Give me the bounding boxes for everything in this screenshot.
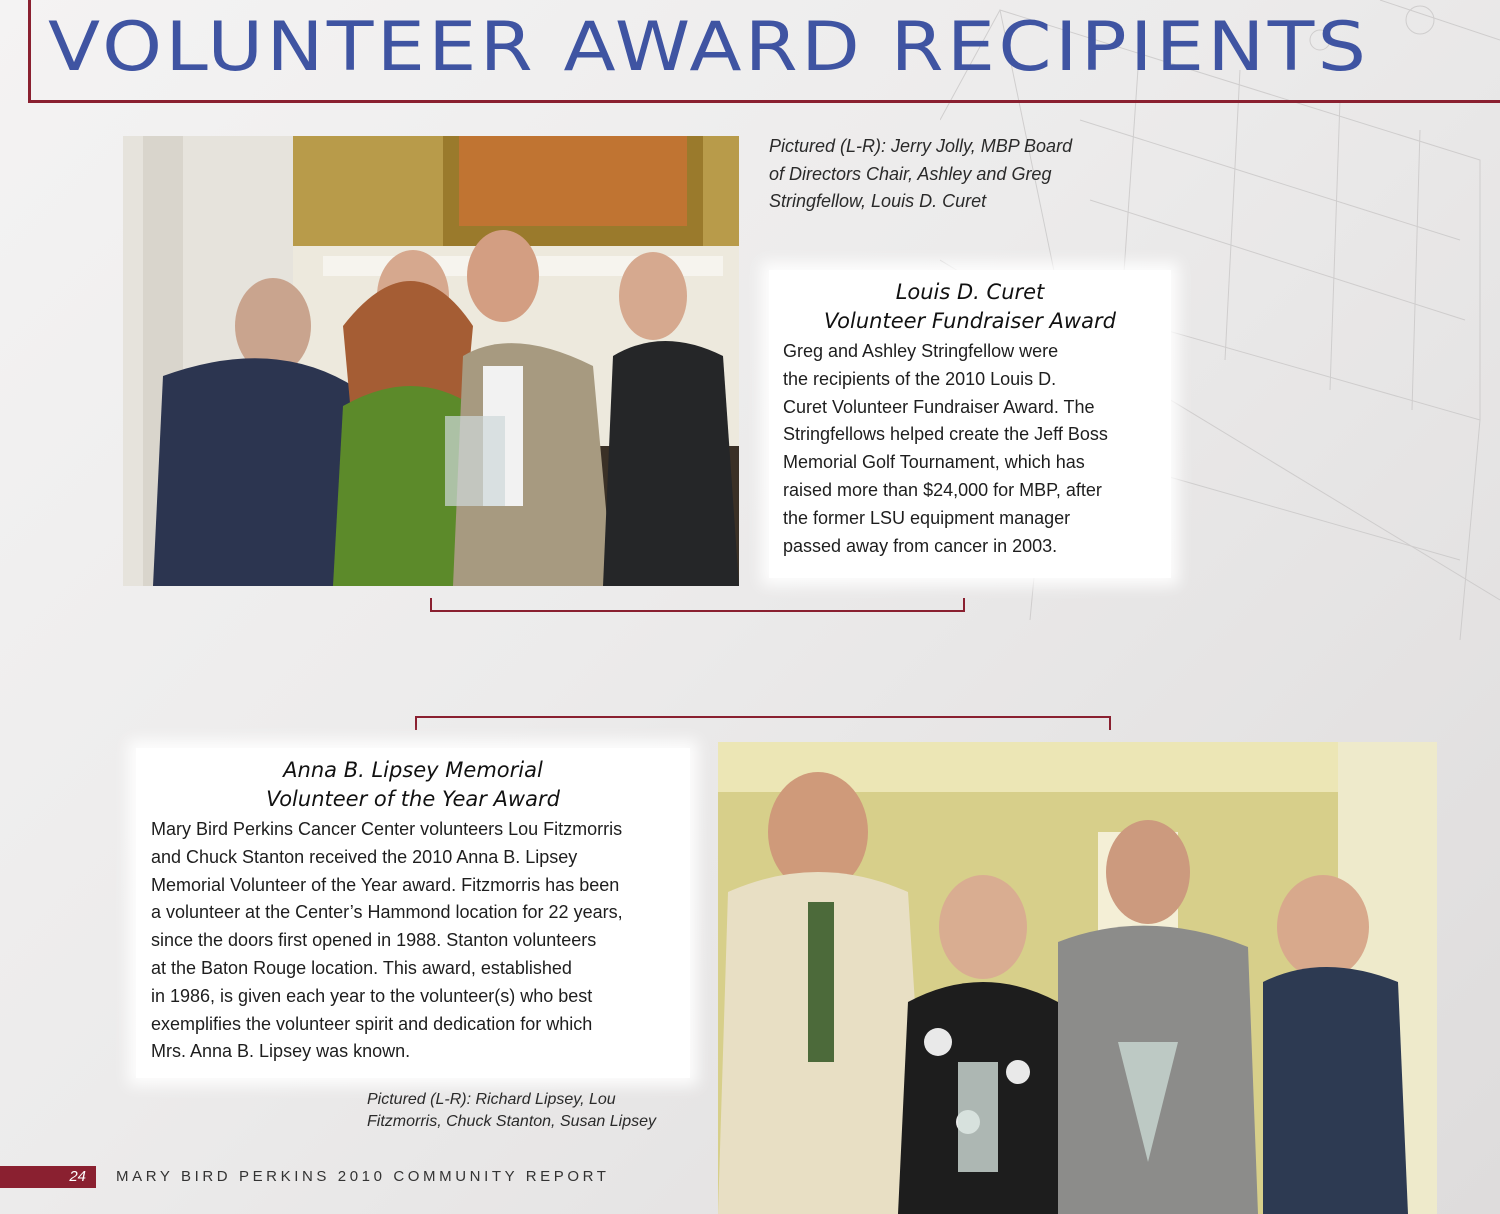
award-body-line: raised more than $24,000 for MBP, after (783, 479, 1102, 500)
bottom-photo-caption (367, 1089, 656, 1133)
award-body-line: Mary Bird Perkins Cancer Center volunteers Lou Fitzmorris (151, 819, 623, 839)
award-body-line: Memorial Volunteer of the Year award. Fitzmorris has been (151, 874, 620, 895)
award-body-line: Greg and Ashley Stringfellow were (783, 341, 1059, 361)
award-body-line: the recipients of the 2010 Louis D. (783, 368, 1057, 389)
award-title-line: Volunteer Fundraiser Award (824, 309, 1116, 333)
top-award-photo (123, 136, 739, 586)
top-bracket-divider (430, 598, 965, 612)
caption-line: Stringfellow, Louis D. Curet (769, 191, 987, 211)
award-body-line: a volunteer at the Center’s Hammond location for 22 years, (151, 902, 623, 923)
award-body-line: passed away from cancer in 2003. (783, 535, 1058, 556)
volunteer-of-year-award-body (151, 816, 690, 1066)
fundraiser-award-box (769, 270, 1171, 578)
page-title: VOLUNTEER AWARD RECIPIENTS (48, 8, 1370, 87)
award-title-line: Volunteer of the Year Award (266, 787, 560, 811)
award-body-line: in 1986, is given each year to the volunteer(s) who best (151, 985, 593, 1006)
page-number-tab: 24 (0, 1166, 96, 1188)
award-body-line: Memorial Golf Tournament, which has (783, 452, 1085, 473)
award-body-line: at the Baton Rouge location. This award, established (151, 957, 572, 978)
award-title-line: Louis D. Curet (895, 280, 1045, 304)
title-rule-horizontal (28, 100, 1500, 103)
award-body-line: exemplifies the volunteer spirit and dedication for which (151, 1013, 593, 1034)
award-title-line: Anna B. Lipsey Memorial (283, 758, 543, 782)
award-body-line: the former LSU equipment manager (783, 507, 1071, 528)
volunteer-of-year-award-box (136, 748, 690, 1078)
award-body-line: Curet Volunteer Fundraiser Award. The (783, 396, 1095, 417)
caption-line: Fitzmorris, Chuck Stanton, Susan Lipsey (367, 1113, 657, 1130)
fundraiser-award-body (783, 338, 1171, 560)
caption-line: of Directors Chair, Ashley and Greg (769, 163, 1052, 184)
award-body-line: and Chuck Stanton received the 2010 Anna B. Lipsey (151, 846, 578, 867)
title-rule-vertical (28, 0, 31, 103)
award-body-line: since the doors first opened in 1988. Stanton volunteers (151, 930, 597, 951)
bottom-award-photo (718, 742, 1437, 1214)
report-title-footer: MARY BIRD PERKINS 2010 COMMUNITY REPORT (116, 1168, 610, 1185)
award-body-line: Stringfellows helped create the Jeff Boss (783, 424, 1108, 445)
award-body-line: Mrs. Anna B. Lipsey was known. (151, 1041, 411, 1062)
volunteer-of-year-award-title (151, 756, 690, 814)
top-photo-caption (769, 133, 1072, 216)
fundraiser-award-title (783, 278, 1171, 336)
caption-line: Pictured (L-R): Jerry Jolly, MBP Board (769, 136, 1073, 156)
bottom-bracket-divider (415, 716, 1111, 730)
caption-line: Pictured (L-R): Richard Lipsey, Lou (367, 1091, 616, 1108)
